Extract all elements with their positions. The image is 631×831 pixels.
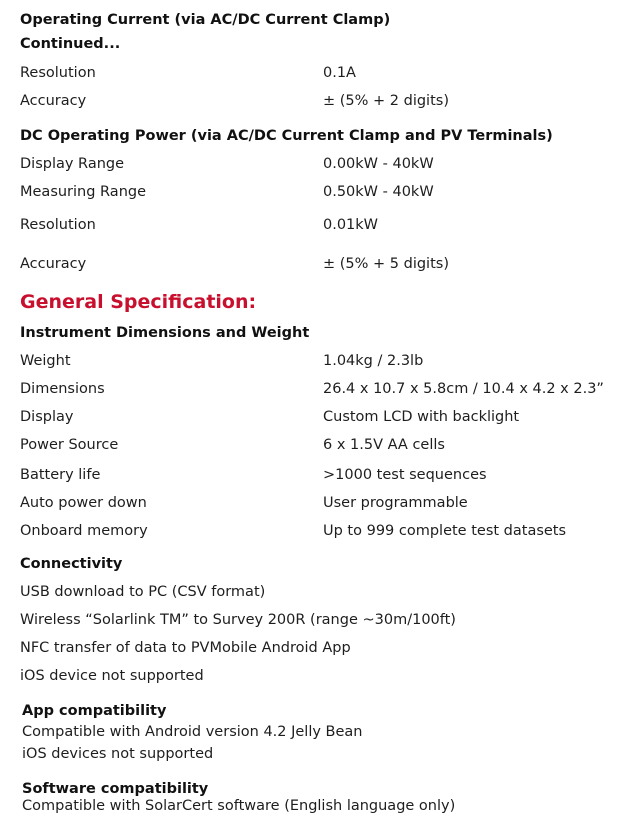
resolution-value: 0.1A <box>323 65 356 81</box>
power-source-value: 6 x 1.5V AA cells <box>323 437 445 453</box>
software-compatibility-item: Compatible with SolarCert software (English language only) <box>22 798 456 814</box>
operating-current-heading: Operating Current (via AC/DC Current Clamp) <box>20 12 391 28</box>
display-value: Custom LCD with backlight <box>323 409 520 425</box>
dc-power-heading: DC Operating Power (via AC/DC Current Clamp and PV Terminals) <box>20 128 553 144</box>
battery-life-label: Battery life <box>20 467 101 483</box>
battery-life-value: >1000 test sequences <box>323 467 487 483</box>
onboard-memory-label: Onboard memory <box>20 523 148 539</box>
continued-label: Continued... <box>20 36 121 52</box>
weight-value: 1.04kg / 2.3lb <box>323 353 424 369</box>
accuracy-value: ± (5% + 2 digits) <box>323 93 449 109</box>
dc-resolution-label: Resolution <box>20 217 96 233</box>
resolution-label: Resolution <box>20 65 96 81</box>
dc-accuracy-label: Accuracy <box>20 256 87 272</box>
dc-resolution-value: 0.01kW <box>323 217 379 233</box>
connectivity-heading: Connectivity <box>20 556 123 572</box>
onboard-memory-value: Up to 999 complete test datasets <box>323 523 567 539</box>
connectivity-item: iOS device not supported <box>20 668 204 684</box>
app-compatibility-item: iOS devices not supported <box>22 746 214 762</box>
app-compatibility-heading: App compatibility <box>22 703 167 719</box>
dimensions-label: Dimensions <box>20 381 105 397</box>
display-range-label: Display Range <box>20 156 125 172</box>
measuring-range-label: Measuring Range <box>20 184 147 200</box>
dimensions-value: 26.4 x 10.7 x 5.8cm / 10.4 x 4.2 x 2.3” <box>323 381 604 397</box>
display-range-value: 0.00kW - 40kW <box>323 156 434 172</box>
measuring-range-value: 0.50kW - 40kW <box>323 184 434 200</box>
app-compatibility-item: Compatible with Android version 4.2 Jelly Bean <box>22 724 363 740</box>
weight-label: Weight <box>20 353 71 369</box>
display-label: Display <box>20 409 74 425</box>
software-compatibility-heading: Software compatibility <box>22 781 209 797</box>
dimensions-weight-heading: Instrument Dimensions and Weight <box>20 325 310 341</box>
connectivity-item: NFC transfer of data to PVMobile Android App <box>20 640 351 656</box>
general-specification-title: General Specification: <box>20 291 257 313</box>
dc-accuracy-value: ± (5% + 5 digits) <box>323 256 449 272</box>
connectivity-item: Wireless “Solarlink TM” to Survey 200R (range ~30m/100ft) <box>20 612 456 628</box>
accuracy-label: Accuracy <box>20 93 87 109</box>
power-source-label: Power Source <box>20 437 119 453</box>
auto-power-down-value: User programmable <box>323 495 468 511</box>
auto-power-down-label: Auto power down <box>20 495 147 511</box>
connectivity-item: USB download to PC (CSV format) <box>20 584 266 600</box>
